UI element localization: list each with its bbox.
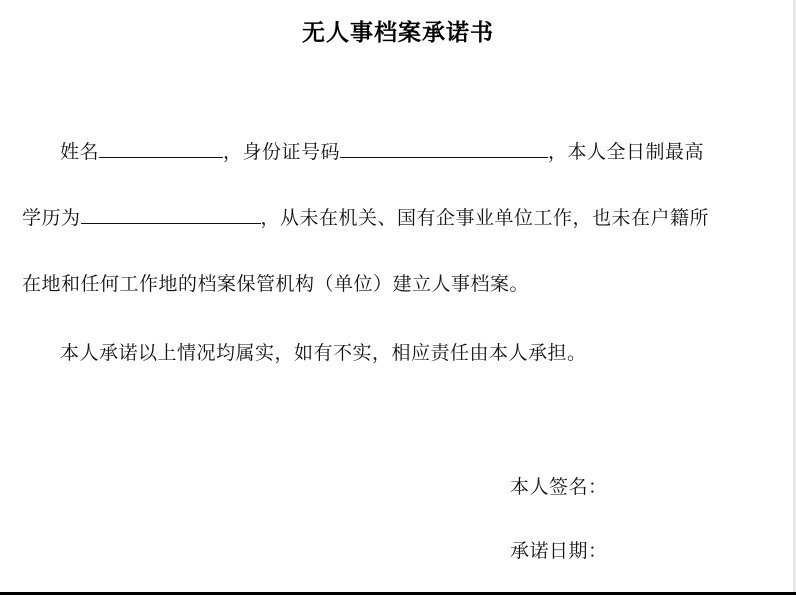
- paragraph-line-4: 本人承诺以上情况均属实，如有不实，相应责任由本人承担。: [60, 342, 587, 364]
- paragraph-line-3: 在地和任何工作地的档案保管机构（单位）建立人事档案。: [22, 273, 530, 295]
- signature-label: 本人签名：: [510, 476, 608, 498]
- name-blank[interactable]: [99, 139, 223, 158]
- education-label: 学历为: [22, 207, 81, 229]
- id-number-label: ，身份证号码: [223, 141, 341, 163]
- paragraph-line-1: [60, 139, 704, 165]
- paragraph-line-2: [22, 205, 709, 231]
- education-blank[interactable]: [81, 205, 261, 224]
- document-title: 无人事档案承诺书: [302, 19, 494, 46]
- name-label: 姓名: [60, 141, 100, 163]
- id-number-blank[interactable]: [340, 139, 548, 158]
- date-label: 承诺日期：: [510, 540, 608, 562]
- line2-tail: ，从未在机关、国有企事业单位工作，也未在户籍所: [260, 207, 710, 229]
- line1-tail: ，本人全日制最高: [548, 141, 705, 163]
